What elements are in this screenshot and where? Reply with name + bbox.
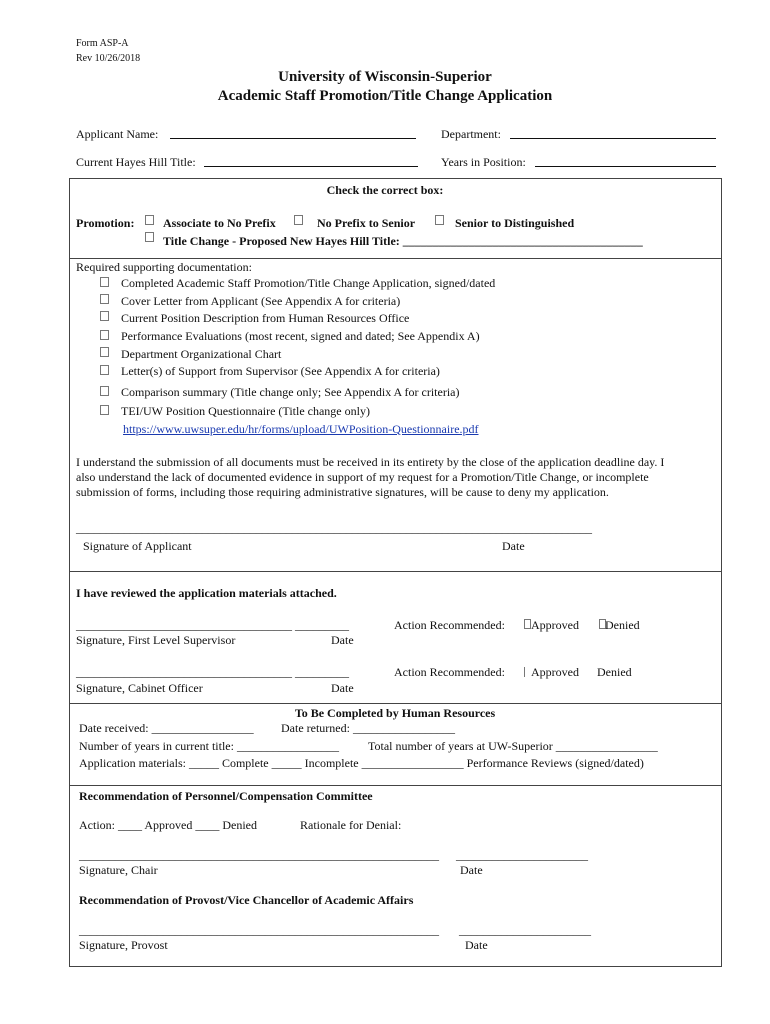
doc-checkbox-3[interactable] bbox=[100, 311, 109, 321]
senior-checkbox[interactable] bbox=[294, 215, 303, 225]
title-change-line: Title Change - Proposed New Hayes Hill Title: ________________________________________ bbox=[163, 234, 643, 248]
page-subtitle: Academic Staff Promotion/Title Change Application bbox=[217, 88, 553, 104]
statement-line: I understand the submission of all documents must be received in its entirety by the close of the application deadline day. I bbox=[76, 455, 665, 469]
doc-item: Performance Evaluations (most recent, signed and dated; See Appendix A) bbox=[121, 329, 480, 343]
divider bbox=[69, 571, 722, 572]
doc-item: Department Organizational Chart bbox=[121, 347, 282, 361]
option-senior: No Prefix to Senior bbox=[317, 216, 416, 230]
applicant-date-label: Date bbox=[502, 539, 525, 553]
cabinet-denied-label: Denied bbox=[597, 665, 632, 679]
doc-checkbox-2[interactable] bbox=[100, 294, 109, 304]
supervisor-approved-checkbox[interactable] bbox=[524, 619, 531, 629]
cabinet-signature-line[interactable]: ____________________________________ _________ bbox=[76, 665, 349, 679]
applicant-name-field[interactable] bbox=[170, 138, 416, 139]
years-in-position-label: Years in Position: bbox=[441, 155, 526, 169]
distinguished-checkbox[interactable] bbox=[435, 215, 444, 225]
revision-date: Rev 10/26/2018 bbox=[76, 53, 141, 64]
doc-item: Current Position Description from Human Resources Office bbox=[121, 311, 410, 325]
option-distinguished: Senior to Distinguished bbox=[455, 216, 575, 230]
associate-checkbox[interactable] bbox=[145, 215, 154, 225]
divider bbox=[69, 258, 722, 259]
supervisor-denied-label: Denied bbox=[605, 618, 640, 632]
statement-line: also understand the lack of documented evidence in support of my request for a Promotion/Title Change, or incomplete bbox=[76, 470, 649, 484]
current-title-field[interactable] bbox=[204, 166, 418, 167]
date-received: Date received: _________________ bbox=[79, 721, 254, 735]
doc-checkbox-4[interactable] bbox=[100, 330, 109, 340]
page-title: University of Wisconsin-Superior bbox=[278, 69, 492, 85]
promotion-label: Promotion: bbox=[76, 216, 135, 230]
department-field[interactable] bbox=[510, 138, 716, 139]
years-in-position-field[interactable] bbox=[535, 166, 716, 167]
applicant-name-label: Applicant Name: bbox=[76, 127, 159, 141]
doc-checkbox-5[interactable] bbox=[100, 347, 109, 357]
cabinet-action-label: Action Recommended: bbox=[394, 665, 505, 679]
review-heading: I have reviewed the application materials attached. bbox=[76, 586, 337, 600]
supervisor-signature-line[interactable]: ____________________________________ _________ bbox=[76, 618, 349, 632]
chair-date-label: Date bbox=[460, 863, 483, 877]
doc-checkbox-7[interactable] bbox=[100, 386, 109, 396]
years-current-title: Number of years in current title: _________________ bbox=[79, 739, 339, 753]
applicant-signature-line[interactable]: ______________________________________________________________________________________ bbox=[76, 521, 592, 535]
provost-date-line[interactable]: ______________________ bbox=[459, 923, 591, 937]
provost-signature-label: Signature, Provost bbox=[79, 938, 168, 952]
option-associate: Associate to No Prefix bbox=[163, 216, 276, 230]
cabinet-approved-label: Approved bbox=[531, 665, 579, 679]
doc-checkbox-1[interactable] bbox=[100, 277, 109, 287]
doc-item: Cover Letter from Applicant (See Appendix A for criteria) bbox=[121, 294, 401, 308]
rationale-label: Rationale for Denial: bbox=[300, 818, 402, 832]
date-returned: Date returned: _________________ bbox=[281, 721, 455, 735]
supervisor-action-label: Action Recommended: bbox=[394, 618, 505, 632]
doc-item: Completed Academic Staff Promotion/Title Change Application, signed/dated bbox=[121, 276, 496, 290]
cabinet-signature-label: Signature, Cabinet Officer bbox=[76, 681, 203, 695]
years-total: Total number of years at UW-Superior _________________ bbox=[368, 739, 658, 753]
check-heading: Check the correct box: bbox=[326, 183, 444, 197]
hr-heading: To Be Completed by Human Resources bbox=[294, 706, 496, 720]
provost-signature-line[interactable]: ____________________________________________________________ bbox=[79, 923, 439, 937]
committee-action: Action: ____ Approved ____ Denied bbox=[79, 818, 257, 832]
committee-heading: Recommendation of Personnel/Compensation Committee bbox=[79, 789, 373, 803]
department-label: Department: bbox=[441, 127, 501, 141]
provost-heading: Recommendation of Provost/Vice Chancellor of Academic Affairs bbox=[79, 893, 414, 907]
doc-checkbox-6[interactable] bbox=[100, 365, 109, 375]
divider bbox=[69, 703, 722, 704]
title-change-checkbox[interactable] bbox=[145, 232, 154, 242]
questionnaire-link[interactable]: https://www.uwsuper.edu/hr/forms/upload/UWPosition-Questionnaire.pdf bbox=[123, 422, 479, 436]
form-id: Form ASP-A bbox=[76, 38, 129, 49]
doc-checkbox-8[interactable] bbox=[100, 405, 109, 415]
divider bbox=[69, 785, 722, 786]
current-title-label: Current Hayes Hill Title: bbox=[76, 155, 196, 169]
doc-item: Letter(s) of Support from Supervisor (See Appendix A for criteria) bbox=[121, 364, 440, 378]
chair-signature-label: Signature, Chair bbox=[79, 863, 158, 877]
chair-signature-line[interactable]: ____________________________________________________________ bbox=[79, 848, 439, 862]
supervisor-signature-label: Signature, First Level Supervisor bbox=[76, 633, 236, 647]
applicant-signature-label: Signature of Applicant bbox=[83, 539, 192, 553]
application-materials: Application materials: _____ Complete _____ Incomplete _________________ Performance Reviews (signed/dated) bbox=[79, 756, 644, 770]
cabinet-date-label: Date bbox=[331, 681, 354, 695]
chair-date-line[interactable]: ______________________ bbox=[456, 848, 588, 862]
provost-date-label: Date bbox=[465, 938, 488, 952]
doc-item: Comparison summary (Title change only; See Appendix A for criteria) bbox=[121, 385, 460, 399]
statement-line: submission of forms, including those requiring administrative signatures, will be cause to deny my application. bbox=[76, 485, 609, 499]
supervisor-approved-label: Approved bbox=[531, 618, 579, 632]
supervisor-date-label: Date bbox=[331, 633, 354, 647]
docs-heading: Required supporting documentation: bbox=[76, 260, 252, 274]
cabinet-approved-checkbox[interactable] bbox=[524, 667, 525, 677]
doc-item: TEI/UW Position Questionnaire (Title change only) bbox=[121, 404, 370, 418]
